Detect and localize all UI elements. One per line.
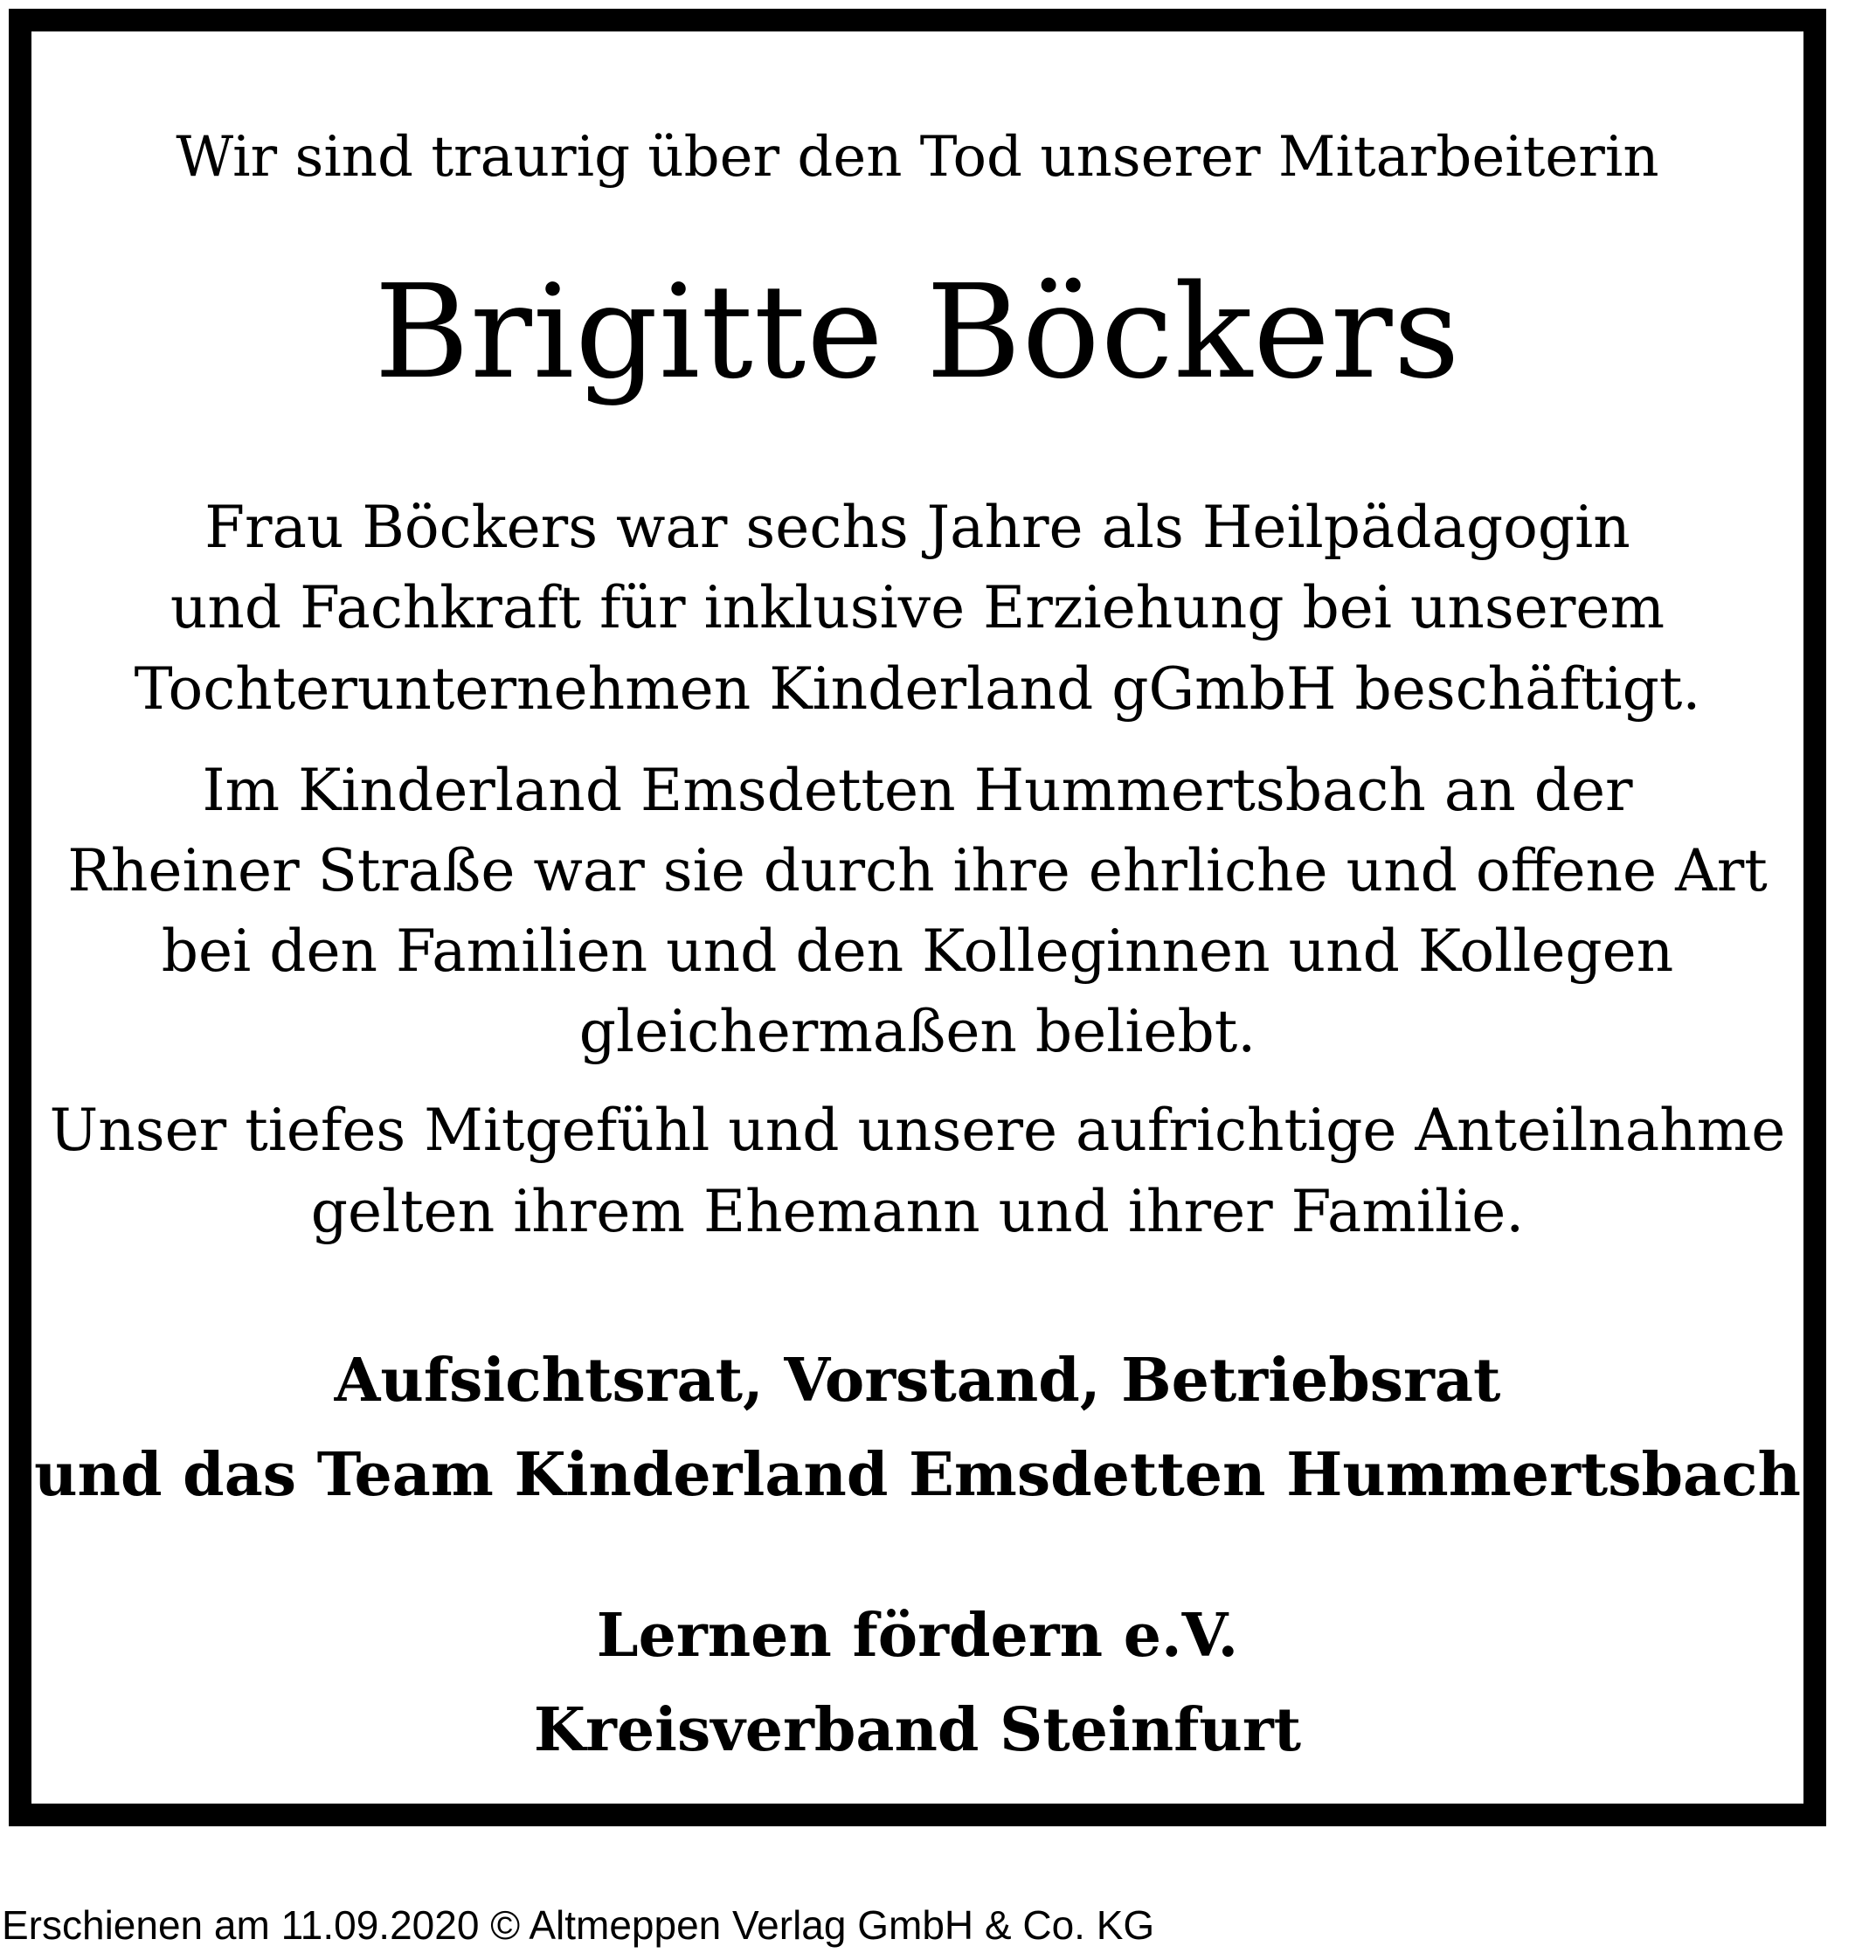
paragraph2-line-2: Rheiner Straße war sie durch ihre ehrliche und offene Art: [67, 837, 1768, 904]
paragraph1-line-1: Frau Böckers war sechs Jahre als Heilpädagogin: [204, 494, 1630, 561]
paragraph1-line-3: Tochterunternehmen Kinderland gGmbH beschäftigt.: [134, 655, 1701, 723]
paragraph2-line-4: gleichermaßen beliebt.: [578, 998, 1256, 1065]
publication-credit: Erschienen am 11.09.2020 © Altmeppen Verlag GmbH & Co. KG: [2, 1902, 1155, 1948]
paragraph2-line-1: Im Kinderland Emsdetten Hummertsbach an der: [202, 757, 1633, 824]
deceased-name: Brigitte Böckers: [374, 257, 1461, 407]
paragraph1-line-2: und Fachkraft für inklusive Erziehung bei unserem: [170, 574, 1665, 641]
intro-line: Wir sind traurig über den Tod unserer Mitarbeiterin: [176, 125, 1659, 190]
paragraph3-line-1: Unser tiefes Mitgefühl und unsere aufrichtige Anteilnahme: [49, 1097, 1786, 1164]
signature1-line-1: Aufsichtsrat, Vorstand, Betriebsrat: [334, 1346, 1501, 1416]
paragraph2-line-3: bei den Familien und den Kolleginnen und Kollegen: [161, 918, 1674, 985]
signature2-line-1: Lernen fördern e.V.: [596, 1601, 1239, 1671]
paragraph3-line-2: gelten ihrem Ehemann und ihrer Familie.: [310, 1178, 1525, 1245]
signature2-line-2: Kreisverband Steinfurt: [533, 1695, 1302, 1765]
obituary-notice: [9, 9, 1826, 1826]
signature1-line-2: und das Team Kinderland Emsdetten Hummertsbach: [34, 1440, 1801, 1510]
